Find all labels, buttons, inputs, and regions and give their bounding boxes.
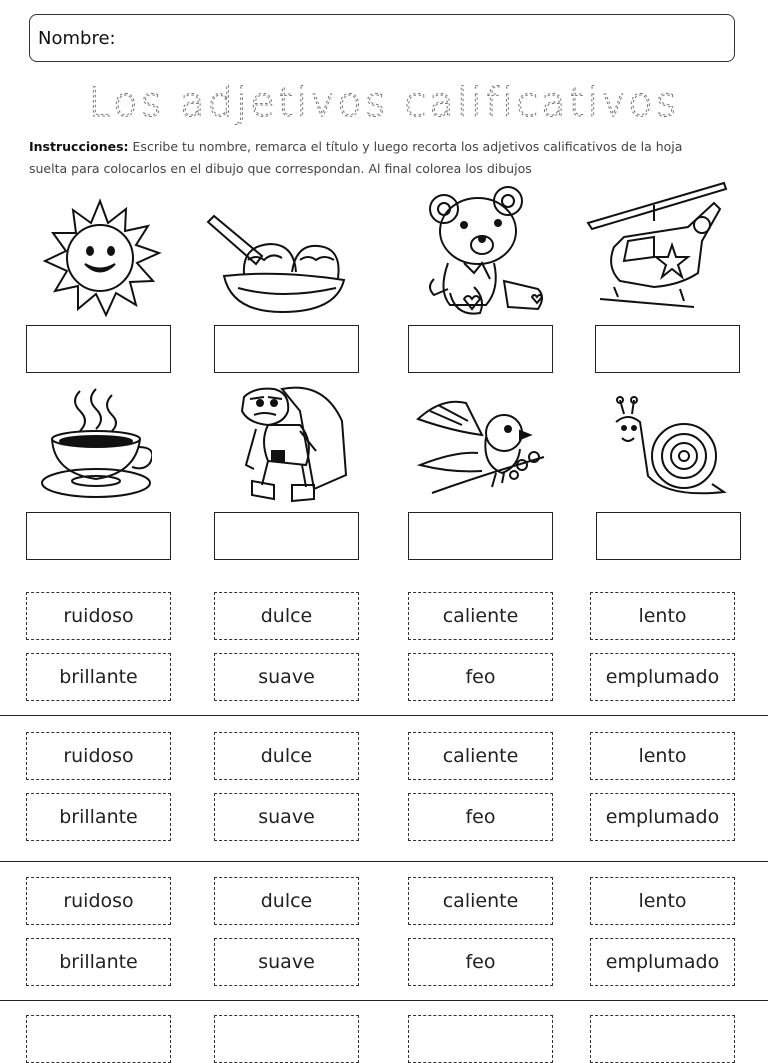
sun-icon bbox=[33, 193, 167, 321]
answer-box[interactable] bbox=[26, 325, 171, 373]
word-card-partial[interactable] bbox=[408, 1015, 553, 1063]
instructions bbox=[29, 136, 729, 180]
answer-box[interactable] bbox=[408, 325, 553, 373]
word-card[interactable]: brillante bbox=[26, 793, 171, 841]
snail-icon bbox=[608, 394, 732, 506]
word-card-partial[interactable] bbox=[26, 1015, 171, 1063]
word-card[interactable]: dulce bbox=[214, 592, 359, 640]
answer-box[interactable] bbox=[26, 512, 171, 560]
ogre-icon bbox=[234, 381, 348, 509]
name-label: Nombre: bbox=[38, 28, 116, 49]
instructions-text: Escribe tu nombre, remarca el título y luego recorta los adjetivos calificativos de la hoja bbox=[132, 139, 683, 154]
word-card[interactable]: brillante bbox=[26, 653, 171, 701]
word-card[interactable]: lento bbox=[590, 732, 735, 780]
word-card[interactable]: suave bbox=[214, 793, 359, 841]
word-card[interactable]: suave bbox=[214, 938, 359, 986]
word-card[interactable]: brillante bbox=[26, 938, 171, 986]
word-card[interactable]: lento bbox=[590, 877, 735, 925]
title-text: Los adjetivos calificativos bbox=[88, 80, 680, 126]
instructions-label: Instrucciones: bbox=[29, 139, 129, 154]
word-card[interactable]: caliente bbox=[408, 877, 553, 925]
answer-box[interactable] bbox=[408, 512, 553, 560]
word-card[interactable]: suave bbox=[214, 653, 359, 701]
teddy-bear-icon bbox=[420, 181, 552, 321]
word-card[interactable]: emplumado bbox=[590, 653, 735, 701]
bird-icon bbox=[412, 395, 550, 503]
word-card[interactable]: feo bbox=[408, 938, 553, 986]
word-card[interactable]: emplumado bbox=[590, 938, 735, 986]
word-card[interactable]: feo bbox=[408, 793, 553, 841]
word-card[interactable]: emplumado bbox=[590, 793, 735, 841]
word-card-partial[interactable] bbox=[214, 1015, 359, 1063]
cut-line bbox=[0, 1000, 768, 1001]
answer-box[interactable] bbox=[595, 325, 740, 373]
instructions-text-2: suelta para colocarlos en el dibujo que correspondan. Al final colorea los dibujos bbox=[29, 161, 532, 176]
cut-line bbox=[0, 861, 768, 862]
page-title bbox=[0, 74, 768, 130]
helicopter-icon bbox=[584, 181, 728, 319]
answer-box[interactable] bbox=[214, 512, 359, 560]
word-card[interactable]: feo bbox=[408, 653, 553, 701]
word-card[interactable]: ruidoso bbox=[26, 592, 171, 640]
word-card[interactable]: lento bbox=[590, 592, 735, 640]
cut-line bbox=[0, 715, 768, 716]
answer-box[interactable] bbox=[596, 512, 741, 560]
word-card[interactable]: caliente bbox=[408, 592, 553, 640]
coffee-cup-icon bbox=[40, 385, 152, 507]
word-card[interactable]: caliente bbox=[408, 732, 553, 780]
word-card[interactable]: dulce bbox=[214, 732, 359, 780]
answer-box[interactable] bbox=[214, 325, 359, 373]
name-field[interactable] bbox=[29, 14, 735, 62]
word-card[interactable]: ruidoso bbox=[26, 877, 171, 925]
word-card[interactable]: ruidoso bbox=[26, 732, 171, 780]
word-card-partial[interactable] bbox=[590, 1015, 735, 1063]
ice-cream-bowl-icon bbox=[204, 208, 352, 318]
word-card[interactable]: dulce bbox=[214, 877, 359, 925]
